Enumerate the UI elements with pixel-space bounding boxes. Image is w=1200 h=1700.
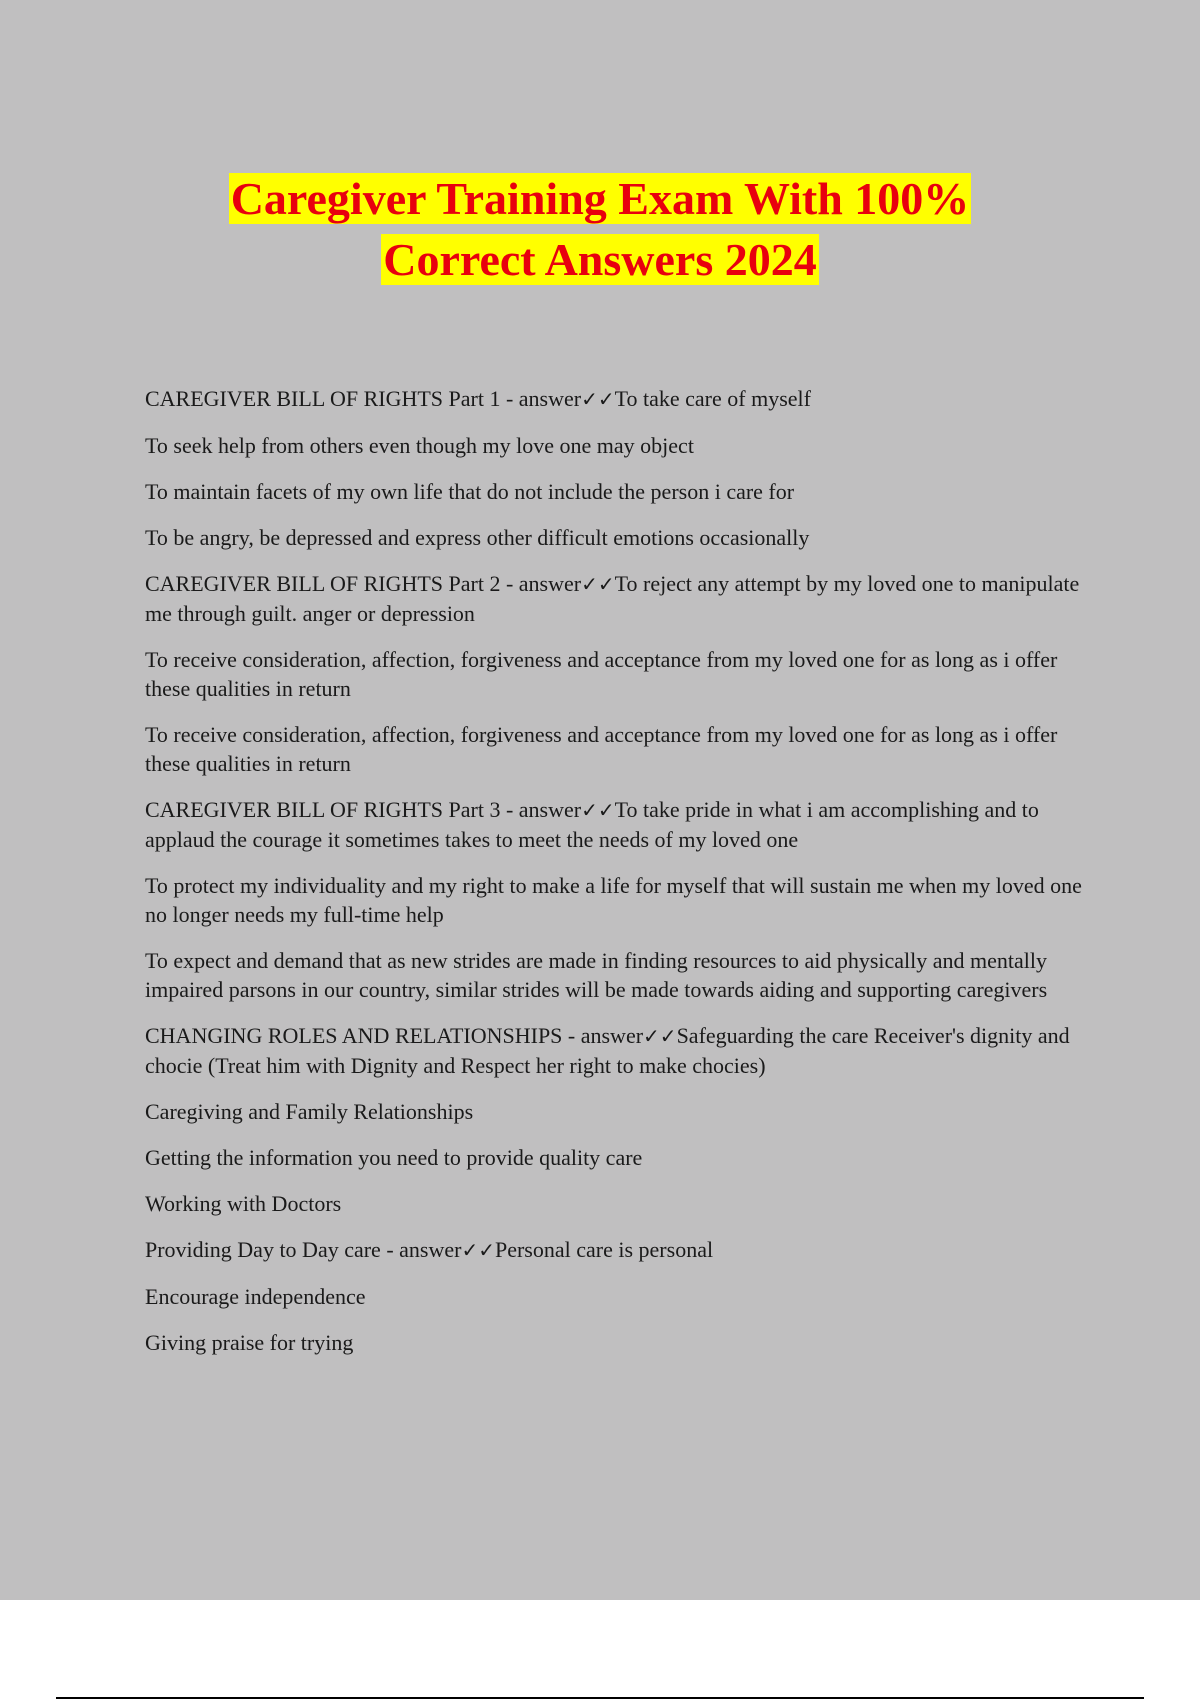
text-paragraph: To expect and demand that as new strides are made in finding resources to aid physically and mentally impaired parsons in our country, similar strides will be made towards aiding and supporting caregivers xyxy=(145,948,1048,1002)
text-paragraph: Caregiving and Family Relationships xyxy=(145,1099,474,1124)
checkmark-icon: ✓✓ xyxy=(643,1024,677,1048)
text-paragraph: Getting the information you need to provide quality care xyxy=(145,1145,643,1170)
checkmark-icon: ✓✓ xyxy=(581,798,615,822)
text-paragraph: To maintain facets of my own life that do not include the person i care for xyxy=(145,479,795,504)
document-title xyxy=(0,168,1200,290)
qa-paragraph xyxy=(145,1021,1090,1080)
checkmark-icon: ✓✓ xyxy=(461,1238,495,1262)
checkmark-icon: ✓✓ xyxy=(581,387,615,411)
text-paragraph: To seek help from others even though my love one may object xyxy=(145,433,694,458)
text-paragraph: Giving praise for trying xyxy=(145,1330,354,1355)
answer-text: To take care of myself xyxy=(614,386,811,411)
text-paragraph: Encourage independence xyxy=(145,1284,366,1309)
question-text: CAREGIVER BILL OF RIGHTS Part 3 - answer xyxy=(145,797,582,822)
text-paragraph: Working with Doctors xyxy=(145,1191,342,1216)
checkmark-icon: ✓✓ xyxy=(581,572,615,596)
answer-text: Safeguarding the care Receiver's dignity and chocie (Treat him with Dignity and Respect her right to make chocies) xyxy=(145,1023,1070,1078)
question-text: CAREGIVER BILL OF RIGHTS Part 2 - answer xyxy=(145,571,582,596)
answer-text: Personal care is personal xyxy=(494,1237,714,1262)
answer-text: To reject any attempt by my loved one to manipulate me through guilt. anger or depression xyxy=(145,571,1080,626)
question-text: CHANGING ROLES AND RELATIONSHIPS - answer xyxy=(145,1023,644,1048)
text-paragraph: To receive consideration, affection, forgiveness and acceptance from my loved one for as long as i offer these qualities in return xyxy=(145,647,1058,701)
title-line-2: Correct Answers 2024 xyxy=(383,234,817,285)
question-text: Providing Day to Day care - answer xyxy=(145,1237,462,1262)
text-paragraph: To receive consideration, affection, forgiveness and acceptance from my loved one for as long as i offer these qualities in return xyxy=(145,722,1058,776)
qa-paragraph xyxy=(145,1235,1090,1265)
qa-paragraph xyxy=(145,384,1090,414)
title-line-1: Caregiver Training Exam With 100% xyxy=(230,173,970,224)
text-paragraph: To protect my individuality and my right to make a life for myself that will sustain me when my loved one no longer needs my full-time help xyxy=(145,873,1082,927)
footer-divider xyxy=(56,1697,1144,1699)
qa-paragraph xyxy=(145,569,1090,628)
text-paragraph: To be angry, be depressed and express other difficult emotions occasionally xyxy=(145,525,810,550)
document-body xyxy=(145,384,1090,1374)
answer-text: To take pride in what i am accomplishing and to applaud the courage it sometimes takes to meet the needs of my loved one xyxy=(145,797,1039,852)
qa-paragraph xyxy=(145,795,1090,854)
question-text: CAREGIVER BILL OF RIGHTS Part 1 - answer xyxy=(145,386,582,411)
